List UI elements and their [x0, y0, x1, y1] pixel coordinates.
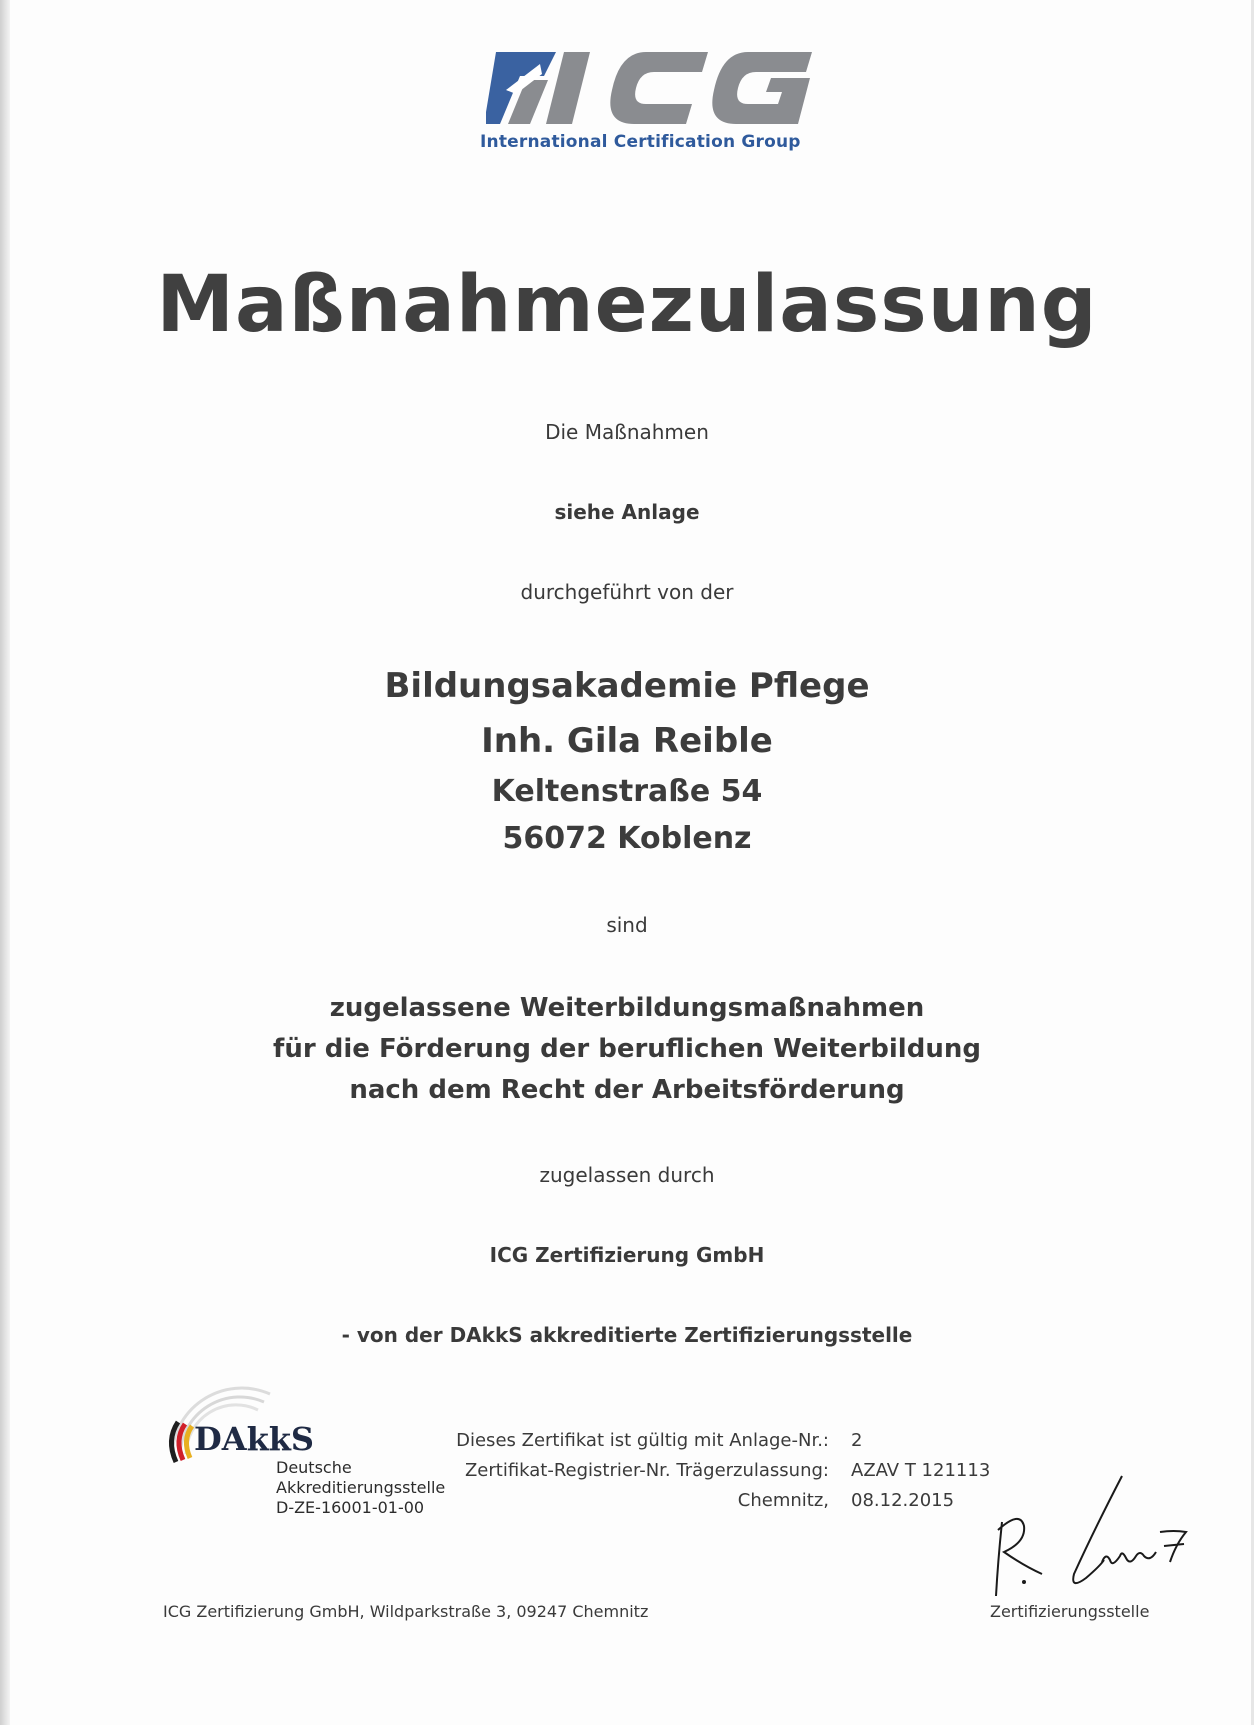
approved-by-text: zugelassen durch	[539, 1163, 715, 1187]
accreditation-text: - von der DAkkS akkreditierte Zertifizierungsstelle	[341, 1323, 913, 1347]
institution-name: Bildungsakademie Pflege	[384, 666, 870, 706]
performed-by-text: durchgeführt von der	[520, 580, 734, 604]
signature-caption: Zertifizierungsstelle	[990, 1602, 1150, 1621]
approval-line-2: für die Förderung der beruflichen Weiterbildung	[273, 1034, 981, 1064]
logo-tagline: International Certification Group	[480, 132, 801, 152]
place-label: Chemnitz,	[737, 1490, 829, 1511]
intro-text: Die Maßnahmen	[545, 420, 709, 444]
attachment-label: Dieses Zertifikat ist gültig mit Anlage-Nr.:	[456, 1430, 829, 1451]
approval-line-1: zugelassene Weiterbildungsmaßnahmen	[329, 993, 925, 1023]
dakks-name: DAkkS	[194, 1420, 315, 1458]
dakks-logo	[160, 1382, 460, 1532]
dakks-line-2: Akkreditierungsstelle	[276, 1478, 446, 1497]
attachment-value: 2	[851, 1430, 863, 1451]
register-label: Zertifikat-Registrier-Nr. Trägerzulassung:	[464, 1460, 829, 1481]
are-text: sind	[606, 913, 648, 937]
handwritten-signature	[990, 1470, 1200, 1600]
institution-street: Keltenstraße 54	[491, 774, 763, 809]
footer-address: ICG Zertifizierung GmbH, Wildparkstraße 3, 09247 Chemnitz	[163, 1602, 649, 1621]
scan-edge	[0, 0, 10, 1725]
register-value: AZAV T 121113	[851, 1460, 991, 1481]
icg-logo-icon	[486, 46, 816, 132]
certifier-name: ICG Zertifizierung GmbH	[489, 1243, 765, 1267]
institution-city: 56072 Koblenz	[502, 821, 752, 856]
measures-reference: siehe Anlage	[554, 500, 700, 524]
page-title: Maßnahmezulassung	[156, 260, 1098, 350]
dakks-line-1: Deutsche	[276, 1458, 352, 1477]
institution-owner: Inh. Gila Reible	[481, 721, 773, 761]
icg-logo	[480, 44, 820, 164]
dakks-line-3: D-ZE-16001-01-00	[276, 1498, 425, 1517]
date-value: 08.12.2015	[851, 1490, 955, 1511]
approval-line-3: nach dem Recht der Arbeitsförderung	[349, 1075, 905, 1105]
